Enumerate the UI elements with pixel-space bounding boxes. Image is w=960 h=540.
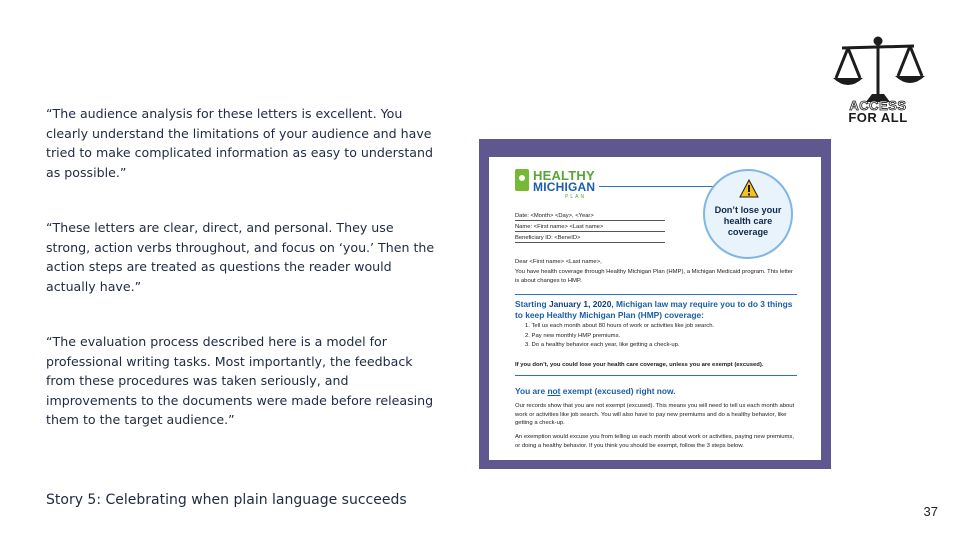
warning-icon [739,179,759,199]
exemption-paragraph: An exemption would excuse you from telling us each month about work or activities, paying new premiums, or doing a healthy behavior. If you think you should be exempt, follow the 3 steps below. [515,434,794,449]
feedback-quotes [46,104,436,466]
badge-text: Don’t lose your health care coverage [714,205,782,237]
list-item: 1. Tell us each month about 80 hours of work or activities like job search. [525,323,715,329]
exempt-status-heading: You are not exempt (excused) right now. [515,386,676,396]
header-rule [599,186,719,187]
list-item: 2. Pay new monthly HMP premiums. [525,332,621,339]
salutation: Dear <First name> <Last name>, [515,259,602,265]
logo-text-line1: ACCESS [849,98,907,113]
hmp-logo-healthy: HEALTHY [533,168,595,183]
dont-lose-coverage-badge [703,169,793,259]
story-title: Story 5: Celebrating when plain language succeeds [46,492,407,508]
beneficiary-id-field: Beneficiary ID: <BeneID> [515,235,665,243]
healthy-michigan-letter [489,157,821,460]
quote-evaluation-process: “The evaluation process described here is a model for professional writing tasks. Most importantly, the feedback from these procedures was taken seriously, and improvements to the documents were made before releasing them to the target audience.” [46,334,434,427]
name-field: Name: <First name> <Last name> [515,224,665,232]
hmp-logo-plan: PLAN [565,194,587,200]
section-rule-1 [515,294,797,295]
hmp-logo-michigan: MICHIGAN [533,180,596,194]
logo-text-line2: FOR ALL [848,110,908,125]
quote-clear-direct: “These letters are clear, direct, and personal. They use strong, action verbs throughout, and focus on ‘you.’ Then the action steps are treated as questions the reader would actually have.” [46,220,435,294]
coverage-warning: If you don’t, you could lose your health care coverage, unless you are exempt (excused). [515,362,764,368]
date-field: Date: <Month> <Day>, <Year> [515,213,665,221]
section-rule-2 [515,375,797,376]
page-number: 37 [923,504,938,519]
requirements-list [515,322,797,351]
access-for-all-logo [828,34,928,126]
list-item: 3. Do a healthy behavior each year, like getting a check-up. [525,342,680,348]
hmp-logo-icon [515,169,529,191]
starting-date-heading: Starting January 1, 2020, Michigan law may require you to do 3 things to keep Healthy Michigan Plan (HMP) coverage: [515,299,793,320]
quote-audience-analysis: “The audience analysis for these letters is excellent. You clearly understand the limitations of your audience and have tried to make complicated information as easy to understand as possible.” [46,106,433,180]
intro-paragraph: You have health coverage through Healthy Michigan Plan (HMP), a Michigan Medicaid program. This letter is about changes to HMP. [515,269,793,284]
scales-of-justice-icon [828,34,928,104]
letter-image-frame [479,139,831,469]
healthy-michigan-plan-logo [515,169,605,199]
records-paragraph: Our records show that you are not exempt (excused). This means you will need to tell us each month about work or activities like job search. You will also have to pay new premiums and do a healthy behavior, like getting a check-up. [515,403,795,427]
